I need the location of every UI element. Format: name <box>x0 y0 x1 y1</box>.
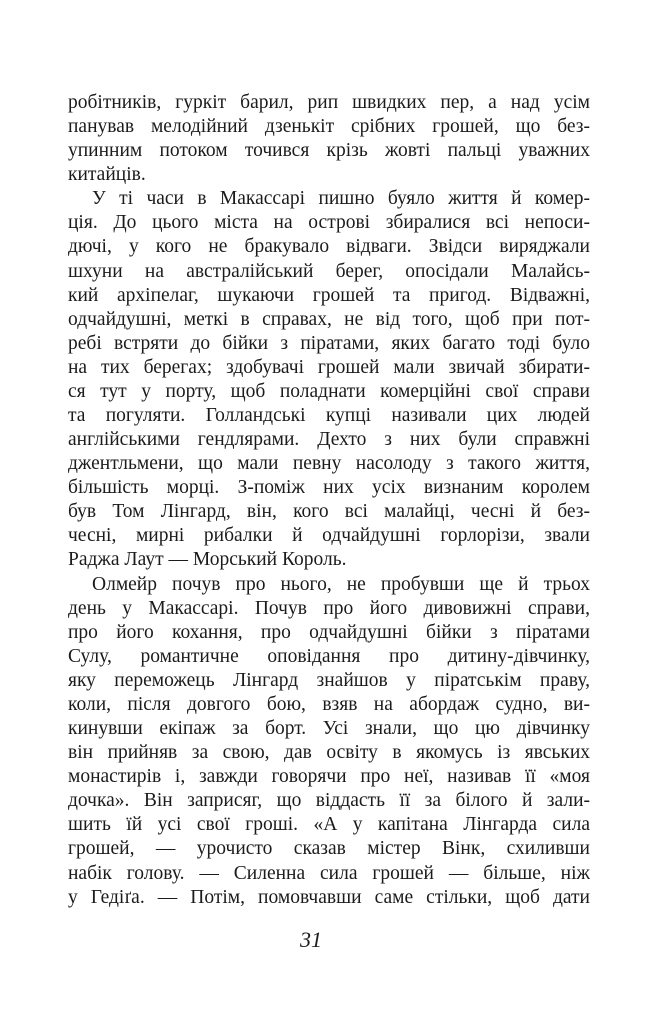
text-line: ребі встряти до бійки з піратами, яких багато тоді було <box>68 332 590 354</box>
text-line: джентльмени, що мали певну насолоду з такого життя, <box>68 453 590 475</box>
text-line: про його кохання, про одчайдушні бійки з піратами <box>68 621 590 643</box>
text-line: китайців. <box>68 164 146 186</box>
text-line: у Гедіґа. — Потім, помовчавши саме стільки, щоб дати <box>68 886 590 908</box>
body-text <box>68 91 590 910</box>
text-line: одчайдушні, меткі в справах, не від того, щоб при пот- <box>68 308 590 330</box>
text-line: Сулу, романтичне оповідання про дитину-дівчинку, <box>68 645 590 667</box>
text-line: ція. До цього міста на острові збиралися всі непоси- <box>68 212 590 234</box>
text-line: більшість морці. З-поміж них усіх визнаним королем <box>68 477 590 499</box>
paragraph <box>68 187 590 572</box>
paragraph <box>68 573 590 910</box>
text-line: У ті часи в Макассарі пишно буяло життя й комер- <box>92 188 590 210</box>
text-line: та погуляти. Голландські купці називали цих людей <box>68 405 590 427</box>
text-line: шить їй усі свої гроші. «А у капітана Лінгарда сила <box>68 814 590 836</box>
text-line: яку переможець Лінгард знайшов у піратськім праву, <box>68 669 590 691</box>
text-line: упинним потоком точився крізь жовті пальці уважних <box>68 140 590 162</box>
text-line: грошей, — урочисто сказав містер Вінк, схиливши <box>68 838 590 860</box>
text-line: шхуни на австралійський берег, опосідали Малайсь- <box>68 260 590 282</box>
text-line: панував мелодійний дзенькіт срібних грошей, що без- <box>68 116 590 138</box>
text-line: коли, після довгого бою, взяв на абордаж судно, ви- <box>68 693 590 715</box>
text-line: набік голову. — Силенна сила грошей — більше, ніж <box>68 862 590 884</box>
text-line: чесні, мирні рибалки й одчайдушні горлорізи, звали <box>68 525 590 547</box>
text-line: ся тут у порту, щоб поладнати комерційні свої справи <box>68 380 590 402</box>
text-line: кинувши екіпаж за борт. Усі знали, що цю дівчинку <box>68 718 590 740</box>
text-line: Олмейр почув про нього, не пробувши ще й трьох <box>92 573 590 595</box>
paragraph <box>68 91 590 187</box>
page-number: 31 <box>300 927 322 952</box>
text-line: Раджа Лаут — Морський Король. <box>68 549 347 571</box>
text-line: на тих берегах; здобувачі грошей мали звичай збирати- <box>68 356 590 378</box>
text-line: монастирів і, завжди говорячи про неї, називав її «моя <box>68 766 590 788</box>
text-line: дючі, у кого не бракувало відваги. Звідси виряджали <box>68 236 590 258</box>
text-line: день у Макассарі. Почув про його дивовижні справи, <box>68 597 590 619</box>
text-line: дочка». Він заприсяг, що віддасть її за білого й зали- <box>68 790 590 812</box>
text-line: англійськими гендлярами. Дехто з них були справжні <box>68 429 590 451</box>
text-line: кий архіпелаг, шукаючи грошей та пригод. Відважні, <box>68 284 590 306</box>
text-line: був Том Лінгард, він, кого всі малайці, чесні й без- <box>68 501 590 523</box>
text-line: робітників, гуркіт барил, рип швидких пер, а над усім <box>68 92 590 113</box>
text-line: він прийняв за свою, дав освіту в якомусь із явських <box>68 742 590 764</box>
